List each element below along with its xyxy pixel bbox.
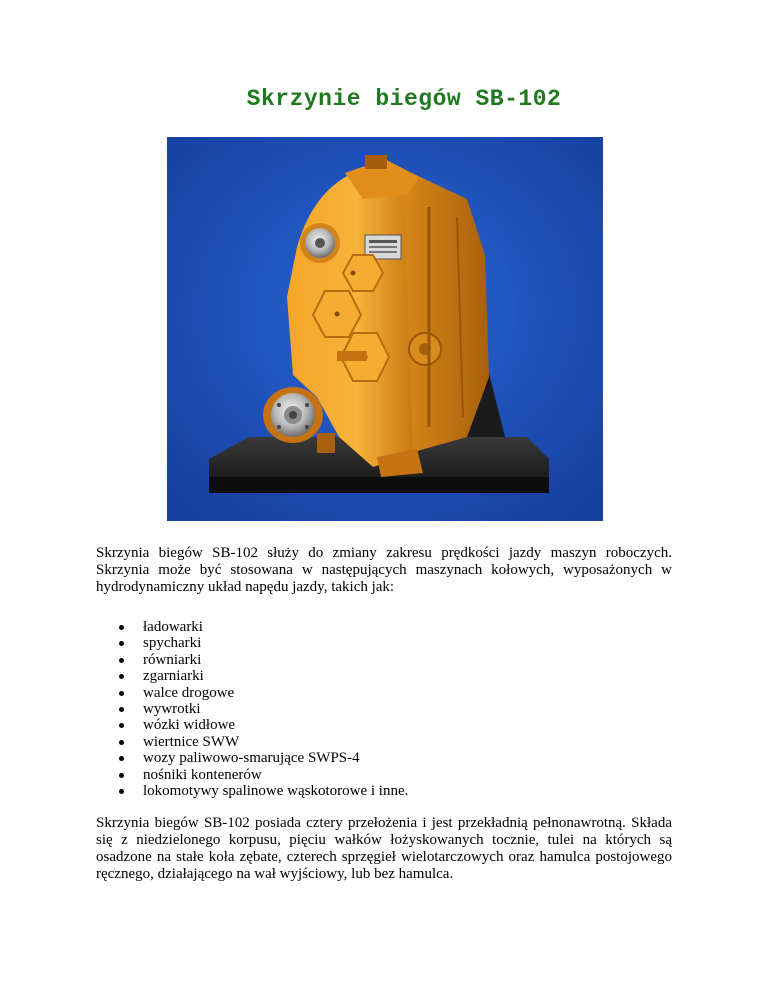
bullet-icon — [119, 641, 124, 646]
list-item-label: ładowarki — [143, 619, 203, 635]
bullet-icon — [119, 674, 124, 679]
list-item — [96, 734, 656, 750]
intro-paragraph: Skrzynia biegów SB-102 służy do zmiany zakresu prędkości jazdy maszyn roboczych. Skrzynia może być stosowana w następujących maszynach kołowych, wyposażonych w hydrodynamiczny układ napędu jazdy, takich jak: — [96, 545, 672, 595]
list-item-label: równiarki — [143, 651, 202, 668]
list-item — [96, 767, 656, 783]
list-item-label: lokomotywy spalinowe wąskotorowe i inne. — [143, 782, 409, 799]
list-item-label: wiertnice SWW — [143, 733, 240, 750]
bullet-icon — [119, 756, 124, 761]
list-item — [96, 717, 656, 733]
list-item — [96, 619, 656, 635]
machines-list — [96, 619, 656, 799]
description-paragraph: Skrzynia biegów SB-102 posiada cztery przełożenia i jest przekładnią pełnonawrotną. Składa się z niedzielonego korpusu, pięciu wałków łożyskowanych tocznie, tulei na których są osadzone na stałe koła zębate, czterech sprzęgieł wielotarczowych oraz hamulca postojowego ręcznego, działającego na wał wyjściowy, lub bez hamulca. — [96, 815, 672, 882]
gearbox-photo — [167, 137, 603, 521]
bullet-icon — [119, 625, 124, 630]
list-item-label: spycharki — [143, 635, 202, 652]
list-item — [96, 652, 656, 668]
bullet-icon — [119, 723, 124, 728]
gearbox-illustration — [167, 137, 603, 521]
page-title: Skrzynie biegów SB-102 — [246, 86, 562, 112]
list-item — [96, 635, 656, 651]
list-item — [96, 783, 656, 799]
list-item — [96, 685, 656, 701]
list-item-label: zgarniarki — [143, 668, 204, 685]
bullet-icon — [119, 740, 124, 745]
list-item — [96, 750, 656, 766]
list-item-label: walce drogowe — [143, 684, 235, 701]
bullet-icon — [119, 691, 124, 696]
list-item-label: wywrotki — [143, 700, 201, 717]
list-item-label: nośniki kontenerów — [143, 766, 262, 783]
list-item — [96, 701, 656, 717]
bullet-icon — [119, 658, 124, 663]
list-item-label: wozy paliwowo-smarujące SWPS-4 — [143, 750, 360, 767]
bullet-icon — [119, 707, 124, 712]
bullet-icon — [119, 773, 124, 778]
list-item — [96, 668, 656, 684]
bullet-icon — [119, 789, 124, 794]
list-item-label: wózki widłowe — [143, 717, 236, 734]
